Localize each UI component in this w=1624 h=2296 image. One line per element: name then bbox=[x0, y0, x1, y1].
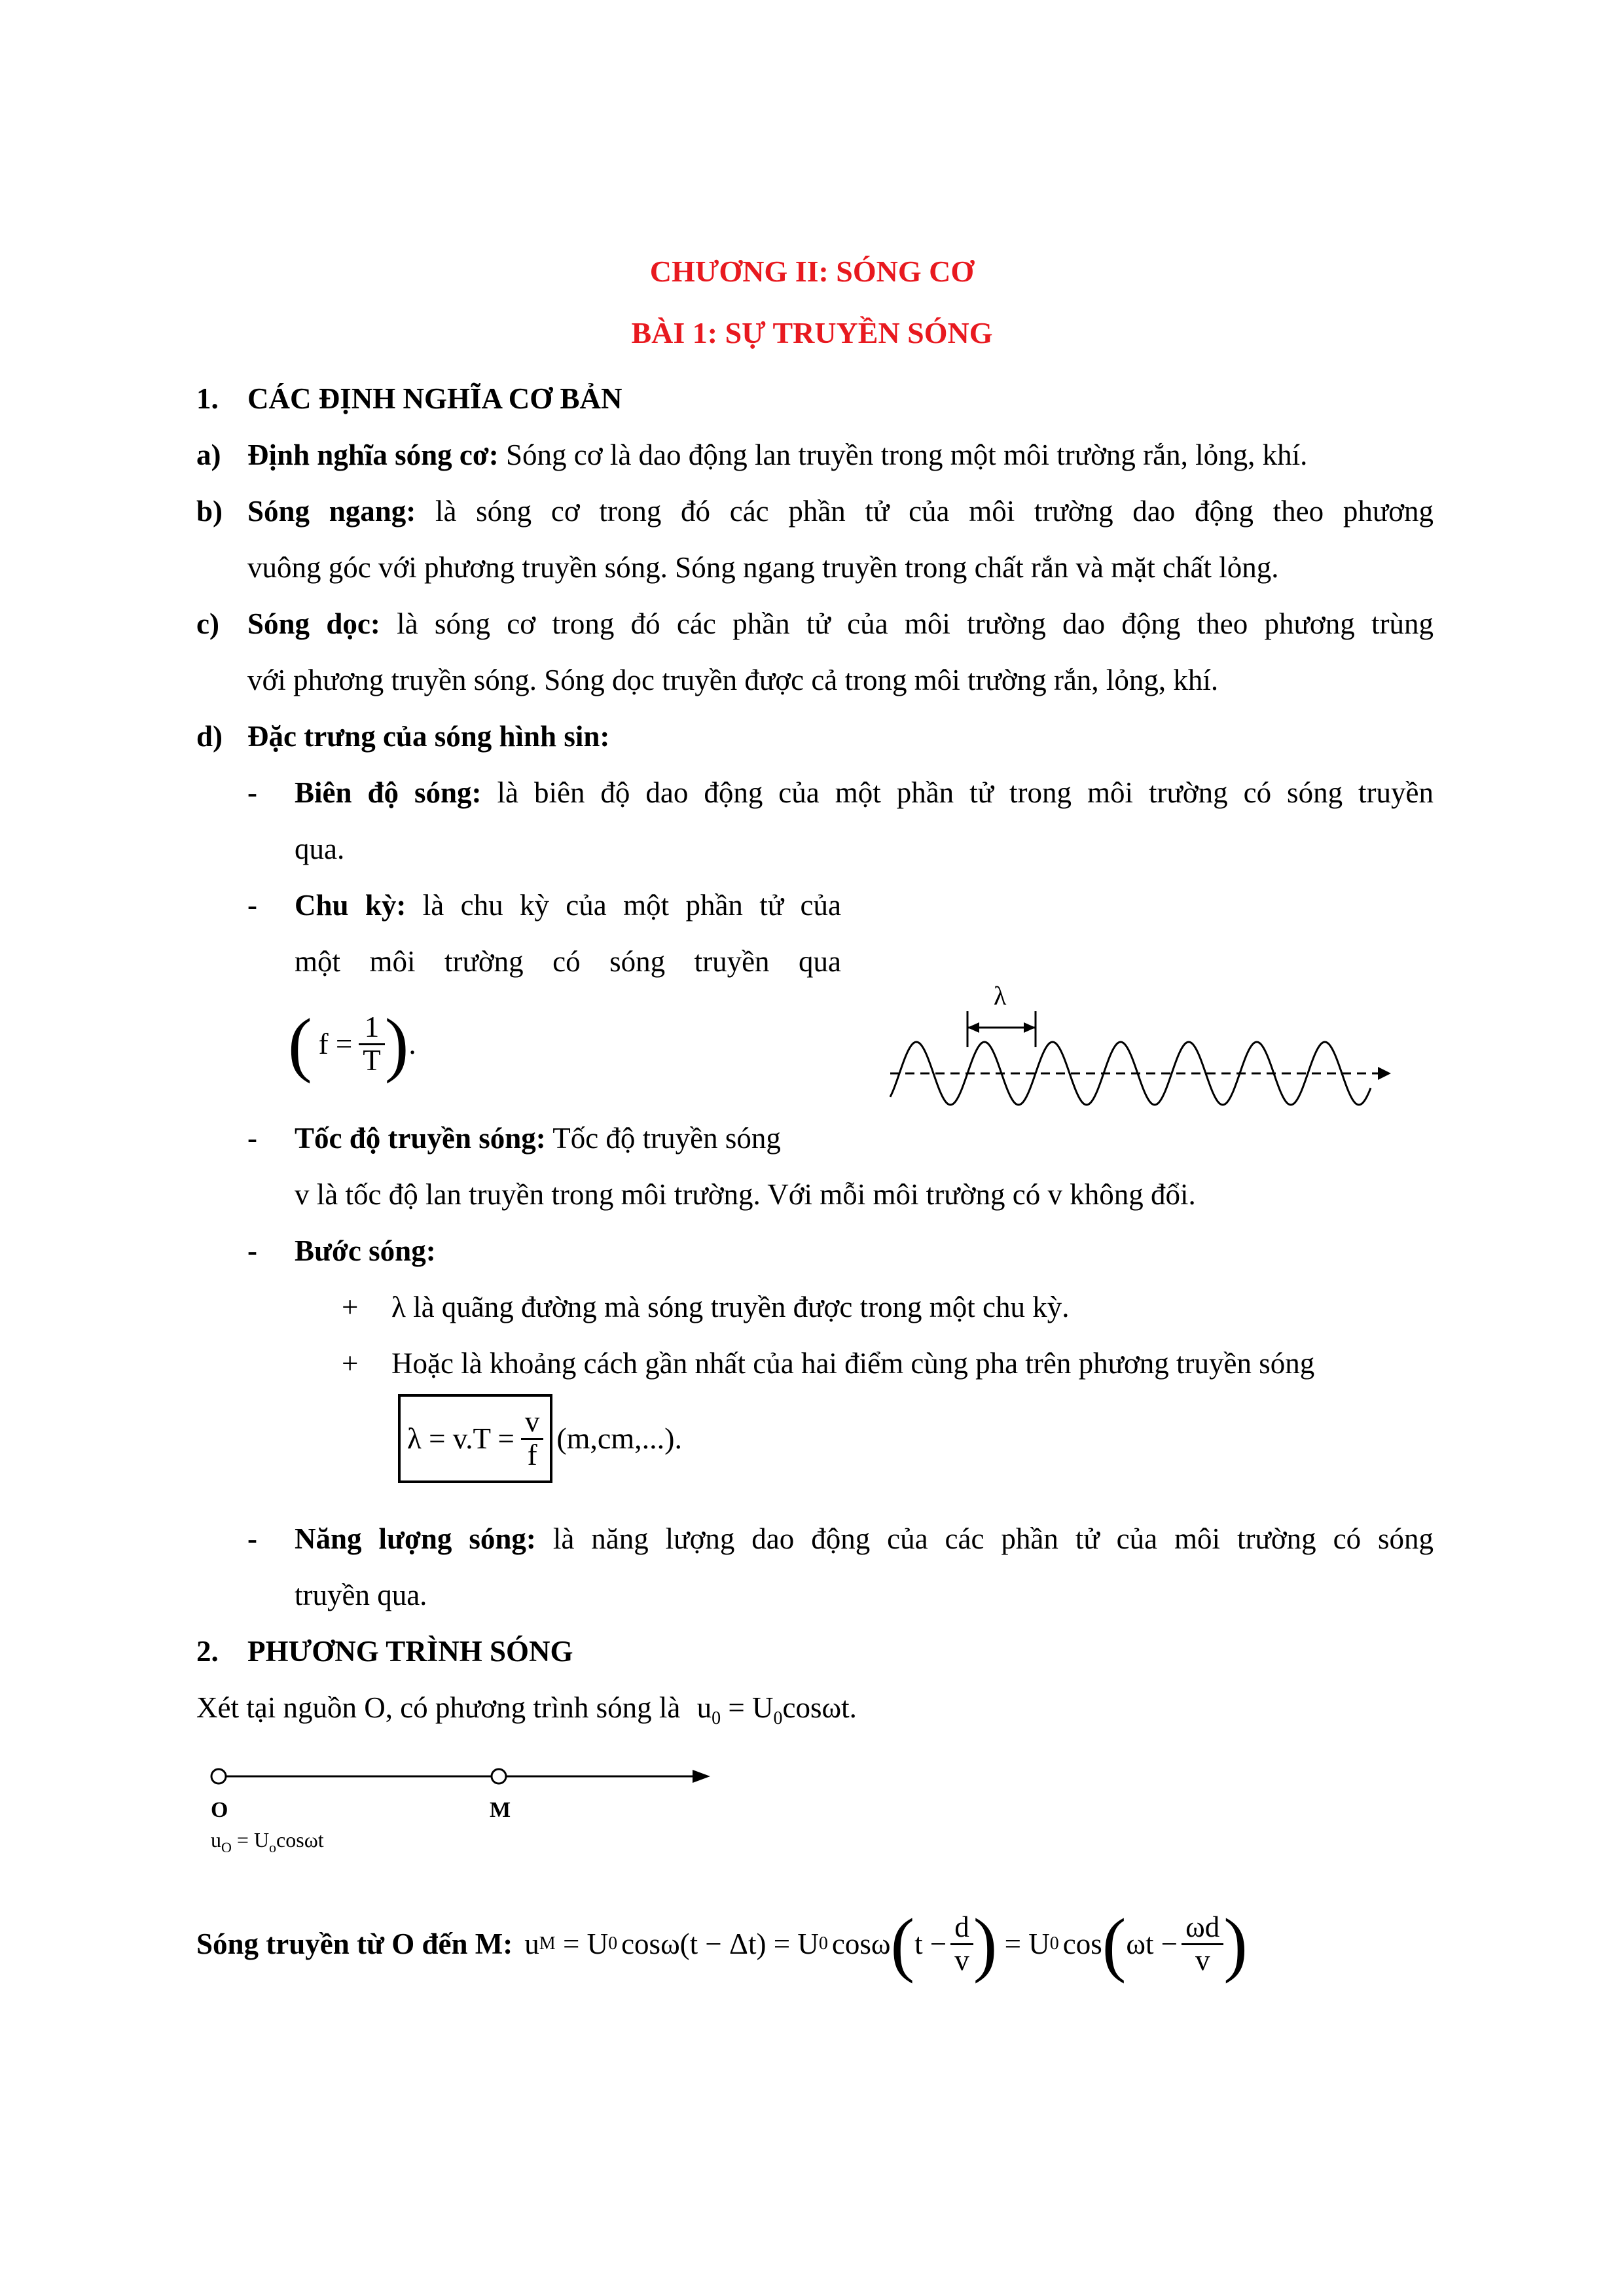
period-line2: một môi trường có sóng truyền qua bbox=[295, 945, 841, 978]
intro-text: Xét tại nguồn O, có phương trình sóng là bbox=[196, 1691, 681, 1724]
wavelength-fraction-den: f bbox=[527, 1438, 537, 1471]
caption-eq: = U bbox=[231, 1828, 270, 1852]
item-a-text: Sóng cơ là dao động lan truyền trong một môi trường rắn, lỏng, khí. bbox=[506, 439, 1308, 471]
paren-open: ( bbox=[288, 1004, 312, 1084]
plus-2: + bbox=[342, 1347, 359, 1380]
dash-speed: - bbox=[247, 1122, 257, 1155]
intro-formula bbox=[696, 1691, 857, 1729]
section-1-title: CÁC ĐỊNH NGHĨA CƠ BẢN bbox=[247, 382, 623, 415]
wave-axis-arrow-icon bbox=[1378, 1067, 1391, 1080]
period-line1 bbox=[295, 877, 841, 933]
period-formula bbox=[288, 988, 416, 1100]
wavelength-fraction-num: v bbox=[521, 1407, 544, 1439]
point-m-marker bbox=[492, 1769, 506, 1784]
item-b-text: là sóng cơ trong đó các phần tử của môi trường dao động theo phương bbox=[435, 495, 1434, 528]
eq-p4: cosω bbox=[831, 1928, 891, 1960]
energy-line2: truyền qua. bbox=[295, 1579, 427, 1611]
amplitude-term: Biên độ sóng: bbox=[295, 776, 482, 809]
eq-paren-close-2: ) bbox=[1223, 1904, 1248, 1984]
wavelength-fraction bbox=[521, 1407, 544, 1471]
propagation-arrow-icon bbox=[693, 1770, 710, 1783]
item-d-marker: d) bbox=[196, 720, 223, 753]
eq-p7: cos bbox=[1062, 1928, 1102, 1960]
intro-u: u bbox=[696, 1691, 712, 1724]
wavelength-units: (m,cm,...). bbox=[556, 1422, 682, 1455]
dash-period: - bbox=[247, 889, 257, 922]
eq-p6-sub: 0 bbox=[1049, 1933, 1059, 1954]
eq-fraction-1-den: v bbox=[954, 1943, 969, 1977]
wavelength-sub1: λ là quãng đường mà sóng truyền được trong một chu kỳ. bbox=[391, 1291, 1070, 1323]
wavelength-sub2: Hoặc là khoảng cách gần nhất của hai điểm cùng pha trên phương truyền sóng bbox=[391, 1347, 1315, 1380]
speed-term: Tốc độ truyền sóng: bbox=[295, 1122, 546, 1155]
caption-u: u bbox=[211, 1828, 221, 1852]
energy-text: là năng lượng dao động của các phần tử của môi trường có sóng bbox=[552, 1522, 1434, 1555]
lambda-label: λ bbox=[994, 981, 1007, 1011]
wavelength-term: Bước sóng: bbox=[295, 1234, 436, 1267]
figure-caption bbox=[211, 1828, 324, 1856]
eq-p2-sub: 0 bbox=[608, 1933, 618, 1954]
item-b-term: Sóng ngang: bbox=[247, 495, 416, 528]
eq-p3-sub: 0 bbox=[818, 1933, 828, 1954]
plus-1: + bbox=[342, 1291, 359, 1323]
dash-amplitude: - bbox=[247, 776, 257, 809]
dash-energy: - bbox=[247, 1522, 257, 1555]
period-term: Chu kỳ: bbox=[295, 889, 406, 922]
item-a-marker: a) bbox=[196, 439, 221, 471]
section-2-number: 2. bbox=[196, 1635, 219, 1668]
amplitude-line2: qua. bbox=[295, 833, 345, 865]
item-a-term: Định nghĩa sóng cơ: bbox=[247, 439, 499, 471]
wavelength-formula bbox=[398, 1393, 682, 1484]
eq-fraction-1-num: d bbox=[950, 1912, 973, 1945]
caption-sub: O bbox=[221, 1839, 232, 1856]
energy-line1 bbox=[295, 1511, 1434, 1567]
wavelength-formula-box bbox=[398, 1394, 552, 1483]
period-fraction-num: 1 bbox=[359, 1012, 385, 1045]
intro-eq: = U bbox=[721, 1691, 774, 1724]
propagation-label: Sóng truyền từ O đến M: bbox=[196, 1928, 513, 1960]
energy-term: Năng lượng sóng: bbox=[295, 1522, 536, 1555]
item-b-line2: vuông góc với phương truyền sóng. Sóng ngang truyền trong chất rắn và mặt chất lỏng. bbox=[247, 551, 1279, 584]
speed-line1 bbox=[295, 1110, 781, 1166]
item-d-term: Đặc trưng của sóng hình sin: bbox=[247, 720, 610, 753]
eq-p1: u bbox=[524, 1928, 539, 1960]
dash-wavelength: - bbox=[247, 1234, 257, 1267]
eq-p1-sub: M bbox=[539, 1933, 556, 1954]
period-fraction-den: T bbox=[363, 1043, 381, 1077]
caption-sub2: o bbox=[269, 1839, 277, 1856]
amplitude-line1 bbox=[295, 764, 1434, 821]
period-text: là chu kỳ của một phần tử của bbox=[422, 889, 841, 922]
speed-text: Tốc độ truyền sóng bbox=[552, 1122, 781, 1155]
eq-p5: t − bbox=[914, 1928, 947, 1960]
lesson-title: BÀI 1: SỰ TRUYỀN SÓNG bbox=[631, 316, 993, 350]
eq-fraction-1 bbox=[950, 1912, 973, 1976]
lambda-arrow-right-icon bbox=[1024, 1022, 1036, 1033]
point-o-marker bbox=[211, 1769, 226, 1784]
eq-paren-open-2: ( bbox=[1102, 1904, 1127, 1984]
eq-fraction-2 bbox=[1182, 1912, 1223, 1976]
point-m-label: M bbox=[490, 1798, 511, 1822]
lambda-arrow-left-icon bbox=[967, 1022, 979, 1033]
intro-cos: cosωt. bbox=[782, 1691, 857, 1724]
chapter-title: CHƯƠNG II: SÓNG CƠ bbox=[649, 255, 975, 288]
period-fraction bbox=[359, 1012, 385, 1076]
caption-end: cosωt bbox=[276, 1828, 324, 1852]
eq-paren-open-1: ( bbox=[890, 1904, 915, 1984]
eq-p3: cosω(t − Δt) = U bbox=[621, 1928, 819, 1960]
paren-close: ) bbox=[384, 1004, 409, 1084]
section-1-number: 1. bbox=[196, 382, 219, 415]
sine-wave-figure bbox=[884, 975, 1394, 1126]
speed-line2: v là tốc độ lan truyền trong môi trường. Với mỗi môi trường có v không đổi. bbox=[295, 1178, 1196, 1211]
propagation-figure bbox=[196, 1754, 720, 1859]
item-c-line1 bbox=[247, 596, 1434, 652]
propagation-equation bbox=[196, 1885, 1248, 2003]
section-2-title: PHƯƠNG TRÌNH SÓNG bbox=[247, 1635, 573, 1668]
eq-p8: ωt − bbox=[1126, 1928, 1178, 1960]
item-b-line1 bbox=[247, 483, 1434, 539]
item-b-marker: b) bbox=[196, 495, 223, 528]
wavelength-formula-lhs: λ = v.T = bbox=[407, 1422, 514, 1455]
intro-u-sub: 0 bbox=[712, 1708, 721, 1729]
point-o-label: O bbox=[211, 1798, 228, 1822]
period-formula-lhs: f = bbox=[318, 1028, 353, 1060]
item-c-marker: c) bbox=[196, 607, 219, 640]
intro-U-sub: 0 bbox=[773, 1708, 783, 1729]
eq-p2: = U bbox=[555, 1928, 609, 1960]
section-2-intro bbox=[196, 1679, 857, 1747]
eq-fraction-2-num: ωd bbox=[1182, 1912, 1223, 1945]
item-c-text: là sóng cơ trong đó các phần tử của môi trường dao động theo phương trùng bbox=[397, 607, 1434, 640]
eq-fraction-2-den: v bbox=[1195, 1943, 1210, 1977]
item-c-line2: với phương truyền sóng. Sóng dọc truyền được cả trong môi trường rắn, lỏng, khí. bbox=[247, 664, 1219, 696]
period-formula-end: . bbox=[408, 1028, 416, 1060]
amplitude-text: là biên độ dao động của một phần tử trong môi trường có sóng truyền bbox=[497, 776, 1434, 809]
item-a-line bbox=[247, 427, 1434, 483]
eq-paren-close-1: ) bbox=[973, 1904, 998, 1984]
item-c-term: Sóng dọc: bbox=[247, 607, 380, 640]
eq-p6: = U bbox=[997, 1928, 1050, 1960]
